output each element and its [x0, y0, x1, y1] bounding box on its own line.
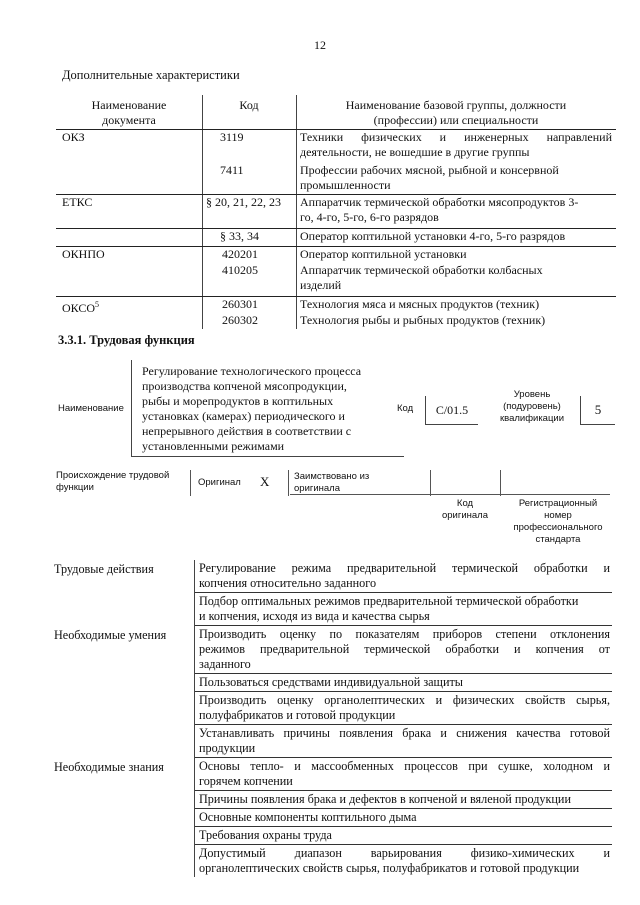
list-item: Подбор оптимальных режимов предварительной термической обработки и копчения, исходя из вида и качества сырья — [195, 593, 612, 626]
cell-code: 7411 — [220, 163, 244, 177]
list-item: Производить оценку по показателям приборов степени отклонения режимов предварительной термической обработки и копчения от заданного — [195, 626, 612, 674]
section-label: Необходимые умения — [54, 628, 167, 642]
table-row — [56, 247, 616, 263]
table-row — [56, 130, 616, 163]
divider — [430, 470, 431, 496]
section-labor-actions — [50, 560, 612, 626]
table-row — [56, 263, 616, 297]
cell-code: 420201 — [222, 247, 258, 261]
cell-name: Профессии рабочих мясной, рыбной и консервной промышленности — [300, 163, 559, 192]
additional-characteristics-heading: Дополнительные характеристики — [62, 68, 240, 82]
divider — [190, 470, 191, 496]
table-row — [56, 163, 616, 195]
cell-name: Аппаратчик термической обработки колбасных изделий — [300, 263, 543, 292]
list-item: Требования охраны труда — [195, 827, 612, 845]
section-label: Трудовые действия — [54, 562, 154, 576]
cell-code: 410205 — [222, 263, 258, 277]
cell-name: Технология мяса и мясных продуктов (техник) — [300, 297, 540, 311]
header-name: Наименование базовой группы, должности (профессии) или специальности — [345, 98, 567, 127]
divider — [500, 470, 501, 496]
function-name: Регулирование технологического процесса производства копченой мясопродукции, рыбы и морепродуктов в коптильных установках (камерах) периодического и непрерывного действия в соответствии с установленными режимами — [131, 360, 404, 457]
cell-name: Оператор коптильной установки 4-го, 5-го разрядов — [300, 229, 566, 243]
list-item: Регулирование режима предварительной термической обработки и копчения относительно заданного — [195, 560, 612, 593]
cell-document: ЕТКС — [62, 195, 93, 209]
name-label: Наименование — [58, 403, 124, 414]
cell-document: ОКЗ — [62, 130, 85, 144]
function-code: C/01.5 — [425, 396, 478, 425]
list-item: Причины появления брака и дефектов в копченой и вяленой продукции — [195, 791, 612, 809]
cell-document: ОКСО$^5$ — [62, 300, 100, 315]
table-row — [56, 195, 616, 229]
qualification-level-value: 5 — [580, 396, 615, 425]
cell-code: § 20, 21, 22, 23 — [206, 195, 281, 209]
labor-function-heading: 3.3.1. Трудовая функция — [58, 333, 195, 347]
cell-code: 3119 — [220, 130, 244, 144]
additional-characteristics-table — [56, 95, 616, 329]
section-required-knowledge — [50, 758, 612, 877]
table-row — [56, 297, 616, 313]
qualification-level-label: Уровень (подуровень) квалификации — [499, 389, 565, 424]
page-number: 12 — [314, 38, 326, 52]
code-label: Код — [397, 403, 414, 414]
section-required-skills — [50, 626, 612, 758]
divider — [288, 470, 289, 496]
table-header — [56, 95, 616, 130]
original-code-label: Код оригинала — [441, 498, 488, 521]
cell-document: ОКНПО — [62, 247, 105, 261]
labor-function-details — [50, 560, 612, 877]
original-mark: X — [260, 474, 270, 489]
list-item: Допустимый диапазон варьирования физико-химических и органолептических свойств сырья, полуфабрикатов и готовой продукции — [199, 846, 610, 875]
cell-code: 260302 — [222, 313, 258, 327]
divider — [290, 494, 610, 495]
origin-label: Происхождение трудовой функции — [56, 470, 170, 493]
cell-name: Оператор коптильной установки — [300, 247, 467, 261]
table-row — [56, 313, 616, 329]
cell-name: Технология рыбы и рыбных продуктов (техник) — [300, 313, 546, 327]
header-document: Наименование документа — [91, 98, 167, 127]
list-item: Основы тепло- и массообменных процессов при сушке, холодном и горячем копчении — [195, 758, 612, 791]
header-code: Код — [239, 98, 259, 112]
table-row — [56, 229, 616, 247]
list-item: Устанавливать причины появления брака и снижения качества готовой продукции — [195, 725, 612, 758]
list-item: Производить оценку органолептических и физических свойств сырья, полуфабрикатов и готовой продукции — [195, 692, 612, 725]
borrowed-label: Заимствовано из оригинала — [294, 471, 370, 494]
cell-code: § 33, 34 — [220, 229, 259, 243]
original-label: Оригинал — [198, 477, 241, 488]
section-label: Необходимые знания — [54, 760, 164, 774]
list-item: Основные компоненты коптильного дыма — [195, 809, 612, 827]
cell-name: Техники физических и инженерных направлений деятельности, не вошедшие в другие группы — [300, 130, 612, 159]
list-item: Пользоваться средствами индивидуальной защиты — [195, 674, 612, 692]
cell-name: Аппаратчик термической обработки мясопродуктов 3- го, 4-го, 5-го, 6-го разрядов — [300, 195, 579, 224]
cell-code: 260301 — [222, 297, 258, 311]
registration-number-label: Регистрационный номер профессионального стандарта — [513, 498, 603, 545]
